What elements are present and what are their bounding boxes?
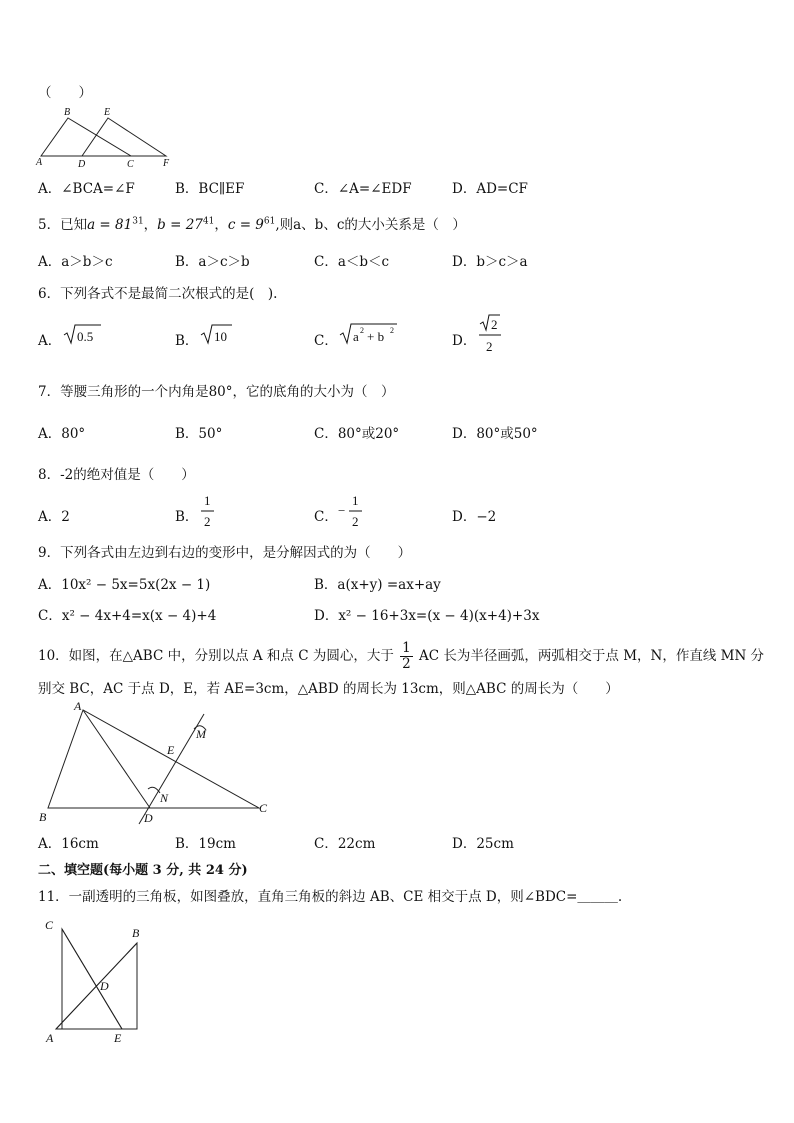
q4-label-e: E <box>104 107 111 118</box>
q11-label-e: E <box>114 1031 122 1045</box>
q6-option-a-radical[interactable] <box>63 322 103 346</box>
q10-option-b[interactable]: B．19cm <box>175 836 236 852</box>
q7-option-a[interactable]: A．80° <box>38 426 86 442</box>
q6-d-denominator: 2 <box>486 339 493 354</box>
q10-label-e: E <box>167 743 175 757</box>
q10-figure <box>36 700 276 828</box>
q10-frac-num: 1 <box>402 640 411 656</box>
q6-option-c-radical[interactable] <box>339 321 399 347</box>
q8-b-numerator: 1 <box>204 493 211 508</box>
q11-hypotenuse-ce <box>62 929 122 1029</box>
q4-label-d: D <box>78 159 86 170</box>
q10-frac-den: 2 <box>402 656 411 672</box>
q6-b-radicand: 10 <box>214 329 227 344</box>
q4-answer-paren: （ ） <box>38 85 92 101</box>
q10-label-b: B <box>39 810 47 824</box>
q8-option-c-label[interactable]: C． <box>314 509 338 525</box>
q10-label-a: A <box>74 699 82 713</box>
q10-stem-line1 <box>38 641 764 672</box>
q6-option-c-label[interactable]: C． <box>314 333 338 349</box>
q10-triangle-abc <box>48 710 259 808</box>
q10-label-d: D <box>144 811 153 825</box>
q4-option-d[interactable]: D．AD=CF <box>452 181 528 197</box>
q10-stem-part1: 10．如图，在△ABC 中，分别以点 A 和点 C 为圆心，大于 <box>38 648 394 664</box>
q7-option-c[interactable]: C．80°或20° <box>314 426 400 442</box>
q8-c-denominator: 2 <box>352 514 359 529</box>
q6-a-radicand: 0.5 <box>77 329 94 344</box>
q8-option-b-label[interactable]: B． <box>175 509 199 525</box>
q6-stem: 6．下列各式不是最简二次根式的是( ). <box>38 286 278 302</box>
q8-option-c-fraction[interactable] <box>338 492 364 532</box>
q4-option-c[interactable]: C．∠A=∠EDF <box>314 181 412 197</box>
q8-option-a[interactable]: A．2 <box>38 509 70 525</box>
q11-label-a: A <box>46 1031 54 1045</box>
q6-option-b-radical[interactable] <box>200 322 234 346</box>
q10-segment-ad <box>83 710 150 808</box>
q10-label-m: M <box>196 727 206 741</box>
q5-a-exp: 31 <box>132 216 144 227</box>
q5-option-a[interactable]: A．a＞b＞c <box>38 254 113 270</box>
q5-b-exp: 41 <box>202 216 215 227</box>
q6-option-b-label[interactable]: B． <box>175 333 199 349</box>
q9-option-b[interactable]: B．a(x+y) =ax+ay <box>314 577 441 593</box>
q4-option-b[interactable]: B．BC∥EF <box>175 181 245 197</box>
q9-stem: 9．下列各式由左边到右边的变形中，是分解因式的为（ ） <box>38 545 412 561</box>
q9-option-a[interactable]: A．10x² − 5x=5x(2x − 1) <box>38 577 211 593</box>
q6-c-a: a <box>353 329 359 344</box>
q6-c-b-exp: 2 <box>390 326 394 335</box>
q8-option-d[interactable]: D．−2 <box>452 509 497 525</box>
q6-option-d-fraction[interactable] <box>478 313 504 357</box>
q11-stem: 11．一副透明的三角板，如图叠放，直角三角板的斜边 AB、CE 相交于点 D，则∠BDC=＿＿＿. <box>38 889 623 905</box>
q5-option-b[interactable]: B．a＞c＞b <box>175 254 250 270</box>
q11-label-c: C <box>45 918 54 932</box>
q5-c-expr: c = 9 <box>227 217 264 233</box>
q8-b-denominator: 2 <box>204 514 211 529</box>
section-fill-in-title: 二、填空题(每小题 3 分, 共 24 分) <box>38 863 248 878</box>
q4-triangle-def <box>82 118 166 156</box>
q9-option-c[interactable]: C．x² − 4x+4=x(x − 4)+4 <box>38 608 217 624</box>
q5-stem: 5．已知$a = 81^{31}$，$b = 27^{41}$，$c = 9^{61}$,则a、b、c的大小关系是（ ） <box>38 216 466 233</box>
q8-option-b-fraction[interactable] <box>200 492 216 532</box>
q10-stem-line2: 别交 BC，AC 于点 D，E，若 AE=3cm，△ABD 的周长为 13cm，则△ABC 的周长为（ ） <box>38 681 619 697</box>
q6-c-a-exp: 2 <box>360 326 364 335</box>
q10-option-c[interactable]: C．22cm <box>314 836 376 852</box>
q9-option-d[interactable]: D．x² − 16+3x=(x − 4)(x+4)+3x <box>314 608 540 624</box>
q11-label-d: D <box>100 979 109 993</box>
q8-stem: 8．-2的绝对值是（ ） <box>38 467 195 483</box>
q10-option-a[interactable]: A．16cm <box>38 836 99 852</box>
q4-figure <box>36 104 176 170</box>
q4-label-c: C <box>127 159 134 170</box>
q4-label-b: B <box>64 107 71 118</box>
q6-d-numerator: 2 <box>491 317 498 332</box>
q10-option-d[interactable]: D．25cm <box>452 836 514 852</box>
q10-stem-part2: AC 长为半径画弧，两弧相交于点 M，N，作直线 MN 分 <box>419 648 765 664</box>
q11-figure <box>42 915 152 1047</box>
q7-option-d[interactable]: D．80°或50° <box>452 426 538 442</box>
q6-c-plus-b: + b <box>367 329 385 344</box>
q4-label-a: A <box>36 157 43 168</box>
q8-c-numerator: 1 <box>352 493 359 508</box>
q10-label-c: C <box>259 801 268 815</box>
q5-option-c[interactable]: C．a＜b＜c <box>314 254 390 270</box>
q5-stem-prefix: 5．已知 <box>38 217 88 233</box>
q8-c-sign: − <box>338 503 346 518</box>
q7-stem: 7．等腰三角形的一个内角是80°，它的底角的大小为（ ） <box>38 384 395 400</box>
q11-label-b: B <box>132 926 140 940</box>
q10-fraction <box>400 641 413 672</box>
q6-option-d-label[interactable]: D． <box>452 333 477 349</box>
q7-option-b[interactable]: B．50° <box>175 426 223 442</box>
q5-b-expr: b = 27 <box>157 217 203 233</box>
q5-a-expr: a = 81 <box>87 217 133 233</box>
q10-label-n: N <box>160 791 169 805</box>
q5-stem-suffix: ,则a、b、c的大小关系是（ ） <box>275 217 466 233</box>
q5-c-exp: 61 <box>263 216 276 227</box>
q4-label-f: F <box>163 158 170 169</box>
q5-option-d[interactable]: D．b＞c＞a <box>452 254 528 270</box>
q4-option-a[interactable]: A．∠BCA=∠F <box>38 181 135 197</box>
q6-option-a-label[interactable]: A． <box>38 333 62 349</box>
